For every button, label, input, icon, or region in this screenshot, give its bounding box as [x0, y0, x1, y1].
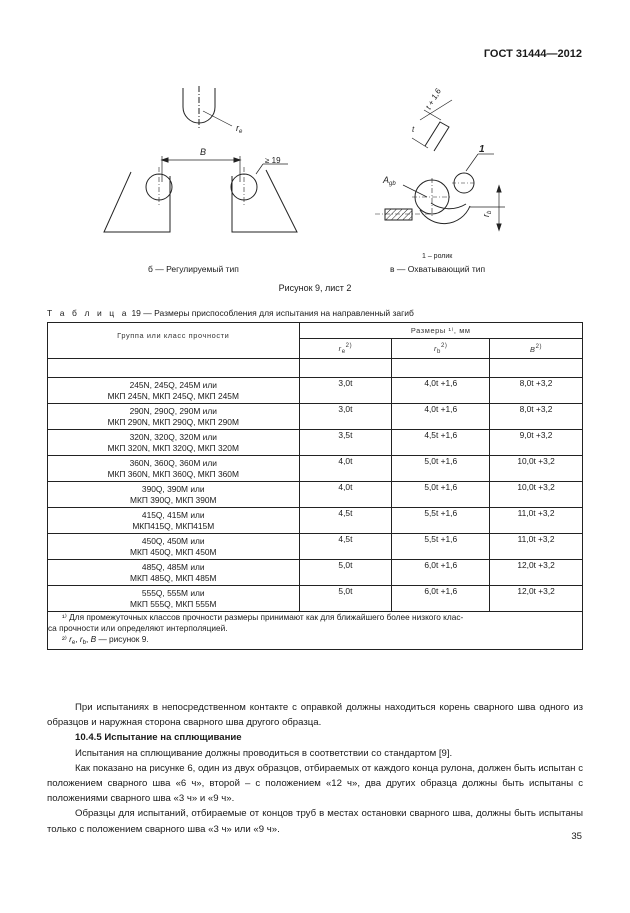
table-caption: Т а б л и ц а 19 — Размеры приспособления для испытания на направленный загиб: [47, 308, 414, 318]
label-agb: $A_{gb}$: [383, 175, 396, 187]
wraparound-type-drawing: [375, 100, 505, 230]
value-cell-B: 8,0t +3,2: [490, 378, 583, 404]
group-cell: [48, 560, 300, 586]
group-line-2: МКП 290N, МКП 290Q, МКП 290M: [107, 416, 239, 427]
group-cell: [48, 482, 300, 508]
paragraph: Как показано на рисунке 6, один из двух образцов, отбираемых от каждого конца рулона, должен быть испытан с положением сварного шва «6 ч», второй – с положением «12 ч», два других образца должны быть испытаны с положениями сварного шва «3 ч» и «9 ч».: [47, 762, 583, 805]
paragraph: Испытания на сплющивание должны проводиться в соответствии со стандартом [9].: [75, 747, 453, 759]
label-1: 1: [479, 144, 485, 155]
group-line-2: МКП 245N, МКП 245Q, МКП 245M: [107, 390, 239, 401]
label-b: B: [200, 147, 207, 157]
caption-adjustable: б — Регулируемый тип: [148, 264, 239, 274]
group-line-2: МКП 390Q, МКП 390M: [130, 494, 217, 505]
table-row: [48, 378, 583, 404]
table-notes: [48, 612, 583, 650]
value-cell-B: 12,0t +3,2: [490, 560, 583, 586]
table-row: [48, 534, 583, 560]
group-line-2: МКП 485Q, МКП 485M: [130, 572, 217, 583]
value-cell-rb: 4,0t +1,6: [392, 404, 490, 430]
label-re: $r_e$: [236, 123, 243, 135]
col-re-header: $r_e^{2)}$: [299, 339, 392, 359]
paragraph: Образцы для испытаний, отбираемые от концов труб в местах остановки сварного шва, должны быть испытаны только с положением сварного шва «3 ч» или «9 ч».: [47, 808, 583, 835]
label-rb: $r_b$: [481, 210, 493, 217]
value-cell-B: 9,0t +3,2: [490, 430, 583, 456]
note-1: ¹⁾ Для промежуточных классов прочности размеры принимают как для ближайшего более низкого клас-: [62, 612, 464, 622]
group-line-1: 555Q, 555M или: [141, 587, 205, 598]
label-19: ≥ 19: [265, 156, 281, 165]
group-line-2: МКП 555Q, МКП 555M: [130, 598, 217, 609]
group-cell: [48, 586, 300, 612]
note-1-cont: са прочности или определяют интерполяцией.: [48, 623, 228, 633]
group-line-2: МКП415Q, МКП415M: [132, 520, 215, 531]
group-line-1: 290N, 290Q, 290M или: [129, 405, 217, 416]
sizes-header: Размеры ¹⁾, мм: [299, 323, 582, 339]
value-cell-rb: 5,5t +1,6: [392, 534, 490, 560]
table-row: [48, 508, 583, 534]
group-line-2: МКП 320N, МКП 320Q, МКП 320M: [107, 442, 239, 453]
group-line-1: 245N, 245Q, 245M или: [129, 379, 217, 390]
value-cell-rb: 4,0t +1,6: [392, 378, 490, 404]
group-line-2: МКП 450Q, МКП 450M: [130, 546, 217, 557]
table-row: [48, 430, 583, 456]
value-cell-rb: 5,0t +1,6: [392, 456, 490, 482]
table-row: [48, 586, 583, 612]
paragraph: При испытаниях в непосредственном контакте с оправкой должны находиться корень сварного шва одного из образцов и наружная сторона сварного шва другого образца.: [47, 702, 583, 729]
value-cell-re: 4,5t: [299, 534, 392, 560]
page-number: 35: [571, 831, 582, 842]
value-cell-re: 4,0t: [299, 482, 392, 508]
figure-legend: 1 – ролик: [422, 253, 453, 260]
group-line-1: 320N, 320Q, 320M или: [129, 431, 217, 442]
value-cell-B: 11,0t +3,2: [490, 508, 583, 534]
caption-wraparound: в — Охватывающий тип: [390, 264, 486, 274]
value-cell-rb: 6,0t +1,6: [392, 560, 490, 586]
value-cell-B: 10,0t +3,2: [490, 456, 583, 482]
value-cell-re: 3,0t: [299, 404, 392, 430]
col-rb-header: $r_b^{2)}$: [392, 339, 490, 359]
group-cell: [48, 378, 300, 404]
value-cell-re: 3,5t: [299, 430, 392, 456]
figure-title: Рисунок 9, лист 2: [278, 283, 352, 293]
value-cell-B: 12,0t +3,2: [490, 586, 583, 612]
table-row: [48, 560, 583, 586]
value-cell-rb: 4,5t +1,6: [392, 430, 490, 456]
value-cell-re: 3,0t: [299, 378, 392, 404]
group-header: Группа или класс прочности: [48, 323, 300, 359]
value-cell-B: 11,0t +3,2: [490, 534, 583, 560]
value-cell-re: 5,0t: [299, 586, 392, 612]
group-cell: [48, 508, 300, 534]
table-row: [48, 404, 583, 430]
value-cell-re: 5,0t: [299, 560, 392, 586]
group-line-1: 360N, 360Q, 360M или: [129, 457, 217, 468]
value-cell-B: 8,0t +3,2: [490, 404, 583, 430]
group-cell: [48, 534, 300, 560]
group-line-2: МКП 360N, МКП 360Q, МКП 360M: [107, 468, 239, 479]
group-line-1: 415Q, 415M или: [141, 509, 205, 520]
table-row: [48, 482, 583, 508]
value-cell-B: 10,0t +3,2: [490, 482, 583, 508]
value-cell-rb: 5,0t +1,6: [392, 482, 490, 508]
value-cell-rb: 6,0t +1,6: [392, 586, 490, 612]
group-cell: [48, 404, 300, 430]
label-t: t: [412, 125, 415, 134]
group-line-1: 485Q, 485M или: [141, 561, 205, 572]
group-line-1: 450Q, 450M или: [141, 535, 205, 546]
value-cell-re: 4,5t: [299, 508, 392, 534]
figure-9-drawing: [0, 68, 630, 278]
label-t16: t + 1,6: [423, 87, 443, 111]
value-cell-rb: 5,5t +1,6: [392, 508, 490, 534]
col-B-header: $B^{2)}$: [490, 339, 583, 359]
table-19: [47, 322, 583, 650]
group-cell: [48, 430, 300, 456]
value-cell-re: 4,0t: [299, 456, 392, 482]
table-row: [48, 456, 583, 482]
standard-number: ГОСТ 31444—2012: [483, 48, 582, 60]
group-line-1: 390Q, 390M или: [141, 483, 205, 494]
body-text: [47, 700, 583, 837]
section-heading: 10.4.5 Испытание на сплющивание: [75, 732, 242, 744]
group-cell: [48, 456, 300, 482]
note-2: ²⁾ $r_e$, $r_b$, B — рисунок 9.: [62, 634, 149, 646]
